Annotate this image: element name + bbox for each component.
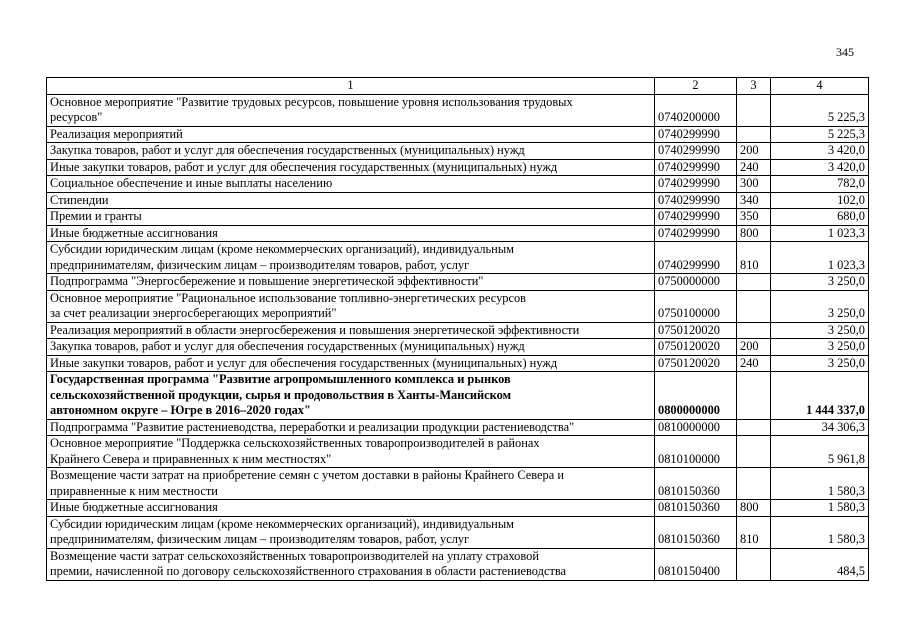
row-type-cell: 300 xyxy=(737,176,771,193)
row-sum-cell: 1 580,3 xyxy=(771,468,869,500)
table-row xyxy=(47,126,869,143)
row-sum-cell: 484,5 xyxy=(771,548,869,580)
row-sum-cell: 3 420,0 xyxy=(771,143,869,160)
row-type-cell: 240 xyxy=(737,159,771,176)
row-name-cell: Основное мероприятие "Рациональное использование топливно-энергетических ресурсов за счет реализации энергосберегающих мероприятий" xyxy=(47,290,655,322)
row-code-cell: 0740299990 xyxy=(655,143,737,160)
row-name-cell: Возмещение части затрат сельскохозяйственных товаропроизводителей на уплату страховой премии, начисленной по договору сельскохозяйственного страхования в области растениеводства xyxy=(47,548,655,580)
row-type-cell xyxy=(737,126,771,143)
row-code-cell: 0740299990 xyxy=(655,192,737,209)
table-row xyxy=(47,159,869,176)
row-name-cell: Иные закупки товаров, работ и услуг для обеспечения государственных (муниципальных) нужд xyxy=(47,159,655,176)
table-body xyxy=(47,78,869,581)
row-type-cell xyxy=(737,322,771,339)
row-sum-cell: 3 250,0 xyxy=(771,290,869,322)
row-code-cell: 0810150400 xyxy=(655,548,737,580)
table-row xyxy=(47,225,869,242)
row-sum-cell: 680,0 xyxy=(771,209,869,226)
row-type-cell: 200 xyxy=(737,143,771,160)
row-sum-cell: 5 961,8 xyxy=(771,436,869,468)
table-row xyxy=(47,339,869,356)
row-code-cell: 0740299990 xyxy=(655,225,737,242)
table-row xyxy=(47,468,869,500)
row-name-cell: Иные закупки товаров, работ и услуг для обеспечения государственных (муниципальных) нужд xyxy=(47,355,655,372)
row-type-cell xyxy=(737,274,771,291)
row-name-cell: Основное мероприятие "Поддержка сельскохозяйственных товаропроизводителей в районах Крайнего Севера и приравненных к ним местностях" xyxy=(47,436,655,468)
row-name-cell: Субсидии юридическим лицам (кроме некоммерческих организаций), индивидуальным предпринимателям, физическим лицам – производителям товаров, работ, услуг xyxy=(47,516,655,548)
row-sum-cell: 1 580,3 xyxy=(771,500,869,517)
table-row xyxy=(47,548,869,580)
row-sum-cell: 782,0 xyxy=(771,176,869,193)
row-sum-cell: 3 250,0 xyxy=(771,339,869,356)
table-row xyxy=(47,372,869,420)
row-type-cell: 350 xyxy=(737,209,771,226)
row-code-cell: 0750000000 xyxy=(655,274,737,291)
table-row xyxy=(47,355,869,372)
row-code-cell: 0740299990 xyxy=(655,209,737,226)
table-row xyxy=(47,94,869,126)
row-code-cell: 0810150360 xyxy=(655,500,737,517)
table-row xyxy=(47,322,869,339)
row-code-cell: 0740299990 xyxy=(655,159,737,176)
row-code-cell: 0750100000 xyxy=(655,290,737,322)
row-code-cell: 0810150360 xyxy=(655,468,737,500)
table-row xyxy=(47,209,869,226)
row-sum-cell: 3 420,0 xyxy=(771,159,869,176)
row-name-cell: Субсидии юридическим лицам (кроме некоммерческих организаций), индивидуальным предпринимателям, физическим лицам – производителям товаров, работ, услуг xyxy=(47,242,655,274)
row-type-cell: 200 xyxy=(737,339,771,356)
row-code-cell: 0810150360 xyxy=(655,516,737,548)
row-type-cell: 340 xyxy=(737,192,771,209)
row-name-cell: Реализация мероприятий xyxy=(47,126,655,143)
column-header-1: 1 xyxy=(47,78,655,95)
row-name-cell: Стипендии xyxy=(47,192,655,209)
row-type-cell: 810 xyxy=(737,516,771,548)
row-sum-cell: 5 225,3 xyxy=(771,126,869,143)
row-code-cell: 0740299990 xyxy=(655,126,737,143)
row-sum-cell: 1 580,3 xyxy=(771,516,869,548)
row-sum-cell: 102,0 xyxy=(771,192,869,209)
row-name-cell: Иные бюджетные ассигнования xyxy=(47,225,655,242)
row-type-cell xyxy=(737,290,771,322)
row-code-cell: 0810100000 xyxy=(655,436,737,468)
row-sum-cell: 1 023,3 xyxy=(771,242,869,274)
row-type-cell: 810 xyxy=(737,242,771,274)
row-code-cell: 0750120020 xyxy=(655,322,737,339)
row-name-cell: Реализация мероприятий в области энергосбережения и повышения энергетической эффективности xyxy=(47,322,655,339)
budget-table xyxy=(46,77,869,581)
row-type-cell: 800 xyxy=(737,225,771,242)
row-name-cell: Иные бюджетные ассигнования xyxy=(47,500,655,517)
row-type-cell xyxy=(737,419,771,436)
row-sum-cell: 1 023,3 xyxy=(771,225,869,242)
row-type-cell xyxy=(737,436,771,468)
table-row xyxy=(47,242,869,274)
row-code-cell: 0750120020 xyxy=(655,355,737,372)
table-row xyxy=(47,436,869,468)
column-header-4: 4 xyxy=(771,78,869,95)
table-row xyxy=(47,143,869,160)
row-sum-cell: 1 444 337,0 xyxy=(771,372,869,420)
row-type-cell xyxy=(737,468,771,500)
row-type-cell xyxy=(737,372,771,420)
table-row xyxy=(47,290,869,322)
row-sum-cell: 5 225,3 xyxy=(771,94,869,126)
row-code-cell: 0750120020 xyxy=(655,339,737,356)
row-name-cell: Социальное обеспечение и иные выплаты населению xyxy=(47,176,655,193)
row-code-cell: 0740200000 xyxy=(655,94,737,126)
column-header-2: 2 xyxy=(655,78,737,95)
row-type-cell xyxy=(737,94,771,126)
row-name-cell: Закупка товаров, работ и услуг для обеспечения государственных (муниципальных) нужд xyxy=(47,143,655,160)
row-code-cell: 0740299990 xyxy=(655,176,737,193)
row-type-cell: 240 xyxy=(737,355,771,372)
table-row xyxy=(47,192,869,209)
row-sum-cell: 34 306,3 xyxy=(771,419,869,436)
table-row xyxy=(47,176,869,193)
table-header-row xyxy=(47,78,869,95)
row-name-cell: Подпрограмма "Развитие растениеводства, переработки и реализации продукции растениеводства" xyxy=(47,419,655,436)
table-row xyxy=(47,500,869,517)
row-sum-cell: 3 250,0 xyxy=(771,274,869,291)
row-name-cell: Основное мероприятие "Развитие трудовых ресурсов, повышение уровня использования трудовых ресурсов" xyxy=(47,94,655,126)
row-type-cell xyxy=(737,548,771,580)
page-number: 345 xyxy=(836,45,854,59)
row-sum-cell: 3 250,0 xyxy=(771,322,869,339)
table-row xyxy=(47,516,869,548)
row-code-cell: 0740299990 xyxy=(655,242,737,274)
row-name-cell: Подпрограмма "Энергосбережение и повышение энергетической эффективности" xyxy=(47,274,655,291)
row-sum-cell: 3 250,0 xyxy=(771,355,869,372)
row-type-cell: 800 xyxy=(737,500,771,517)
row-code-cell: 0810000000 xyxy=(655,419,737,436)
row-name-cell: Возмещение части затрат на приобретение семян с учетом доставки в районы Крайнего Севера и приравненные к ним местности xyxy=(47,468,655,500)
row-code-cell: 0800000000 xyxy=(655,372,737,420)
table-row xyxy=(47,419,869,436)
row-name-cell: Закупка товаров, работ и услуг для обеспечения государственных (муниципальных) нужд xyxy=(47,339,655,356)
column-header-3: 3 xyxy=(737,78,771,95)
row-name-cell: Премии и гранты xyxy=(47,209,655,226)
table-row xyxy=(47,274,869,291)
row-name-cell: Государственная программа "Развитие агропромышленного комплекса и рынков сельскохозяйственной продукции, сырья и продовольствия в Ханты-Мансийском автономном округе – Югре в 2016–2020 годах" xyxy=(47,372,655,420)
